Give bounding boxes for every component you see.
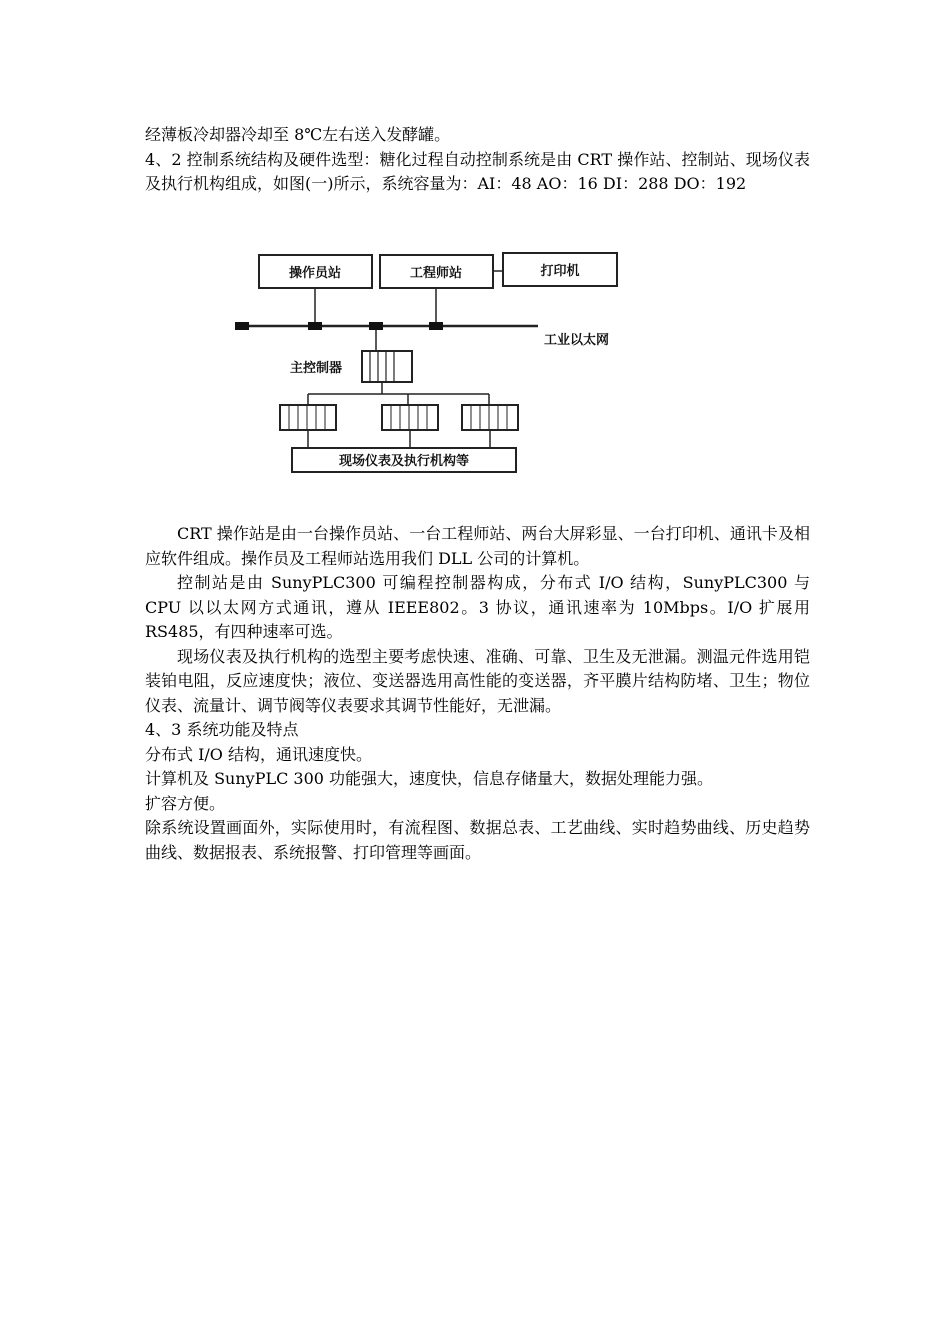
io-rack-3 bbox=[462, 405, 518, 430]
io-rack-1 bbox=[280, 405, 336, 430]
paragraph-crt-station: CRT 操作站是由一台操作员站、一台工程师站、两台大屏彩显、一台打印机、通讯卡及相应软件组成。操作员及工程师站选用我们 DLL 公司的计算机。 bbox=[145, 524, 810, 568]
paragraph-feature-screens: 除系统设置画面外，实际使用时，有流程图、数据总表、工艺曲线、实时趋势曲线、历史趋势曲线、数据报表、系统报警、打印管理等画面。 bbox=[145, 818, 810, 862]
system-architecture-figure bbox=[230, 245, 650, 483]
paragraph-system-structure: 4、2 控制系统结构及硬件选型：糖化过程自动控制系统是由 CRT 操作站、控制站、现场仪表及执行机构组成，如图(一)所示，系统容量为：AI：48 AO：16 DI：288 DO：192 bbox=[145, 149, 810, 193]
bus-node bbox=[369, 322, 383, 330]
paragraph-feature-computer: 计算机及 SunyPLC 300 功能强大，速度快，信息存储量大，数据处理能力强。 bbox=[145, 769, 714, 788]
section-heading-features: 4、3 系统功能及特点 bbox=[145, 720, 299, 739]
bottom-text-block bbox=[145, 522, 810, 865]
main-controller-label: 主控制器 bbox=[290, 361, 343, 376]
field-instruments-label: 现场仪表及执行机构等 bbox=[338, 454, 470, 469]
paragraph-control-station: 控制站是由 SunyPLC300 可编程控制器构成，分布式 I/O 结构，SunyPLC300 与 CPU 以以太网方式通讯，遵从 IEEE802。3 协议，通讯速率为 10Mbps。I/O 扩展用 RS485，有四种速率可选。 bbox=[145, 573, 810, 641]
printer-label: 打印机 bbox=[540, 264, 580, 279]
paragraph-feature-expansion: 扩容方便。 bbox=[145, 793, 226, 813]
paragraph-feature-io: 分布式 I/O 结构，通讯速度快。 bbox=[145, 744, 373, 764]
top-text-block bbox=[145, 123, 810, 197]
io-rack-2 bbox=[382, 405, 438, 430]
paragraph-cooling: 经薄板冷却器冷却至 8℃左右送入发酵罐。 bbox=[145, 125, 451, 144]
engineer-station-label: 工程师站 bbox=[409, 266, 463, 281]
bus-node bbox=[308, 322, 322, 330]
main-controller-rack bbox=[362, 351, 412, 382]
paragraph-field-instruments: 现场仪表及执行机构的选型主要考虑快速、准确、可靠、卫生及无泄漏。测温元件选用铠装铂电阻，反应速度快；液位、变送器选用高性能的变送器，齐平膜片结构防堵、卫生；物位仪表、流量计、调节阀等仪表要求其调节性能好，无泄漏。 bbox=[145, 646, 810, 715]
architecture-diagram bbox=[230, 245, 650, 483]
bus-terminator bbox=[235, 322, 249, 330]
bus-node bbox=[429, 322, 443, 330]
operator-station-label: 操作员站 bbox=[288, 266, 342, 281]
ethernet-label: 工业以太网 bbox=[544, 333, 610, 348]
